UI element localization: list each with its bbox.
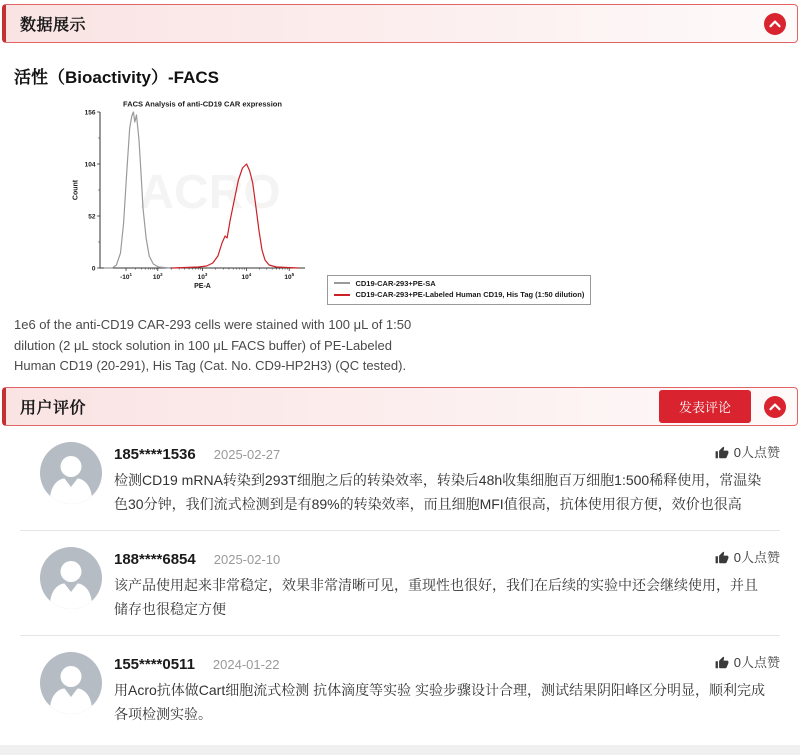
chevron-up-icon xyxy=(764,396,786,418)
chart-description: 1e6 of the anti-CD19 CAR-293 cells were stained with 100 μL of 1:50 dilution (2 μL stock solution in 100 μL FACS buffer) of PE-Labeled Human CD19 (20-291), His Tag (Cat. No. CD9-HP2H3) (QC tested). xyxy=(14,316,412,374)
page-background-strip xyxy=(0,745,800,755)
facs-legend xyxy=(327,275,591,305)
svg-text:Count: Count xyxy=(72,179,80,201)
like-button[interactable] xyxy=(715,442,780,461)
user-avatar xyxy=(40,547,102,609)
facs-plot xyxy=(70,98,310,296)
review-date: 2025-02-10 xyxy=(213,551,281,567)
svg-text:102: $10^2$ xyxy=(152,272,163,281)
like-button[interactable] xyxy=(715,652,780,671)
legend-label: CD19-CAR-293+PE-SA xyxy=(355,278,436,288)
svg-text:104: 104 xyxy=(84,161,96,169)
collapse-section-button[interactable] xyxy=(763,12,787,36)
user-avatar xyxy=(40,442,102,504)
review-username: 185****1536 xyxy=(114,445,196,463)
legend-line-marker xyxy=(334,282,350,284)
svg-text:0: 0 xyxy=(91,265,96,273)
data-display-title: 数据展示 xyxy=(20,17,87,34)
review-text: 该产品使用起来非常稳定，效果非常清晰可见，重现性也很好，我们在后续的实验中还会继续使用，并且储存也很稳定方便 xyxy=(114,576,758,617)
svg-text:FACS Analysis of anti-CD19 CAR: FACS Analysis of anti-CD19 CAR expression xyxy=(123,99,282,109)
svg-text:52: 52 xyxy=(88,213,96,221)
review-body xyxy=(114,547,780,621)
chevron-up-icon xyxy=(764,13,786,35)
svg-text:103: $10^3$ xyxy=(197,272,208,281)
review-date: 2024-01-22 xyxy=(212,656,280,672)
legend-entry xyxy=(334,278,584,290)
bioactivity-heading: 活性（Bioactivity）-FACS xyxy=(14,68,219,87)
person-icon xyxy=(40,652,102,714)
like-count: 0人点赞 xyxy=(733,655,780,671)
svg-text:-101: $-10^1$ xyxy=(120,272,132,281)
post-comment-button[interactable]: 发表评论 xyxy=(659,390,751,423)
facs-chart xyxy=(70,98,800,305)
legend-entry xyxy=(334,289,584,301)
review-item xyxy=(0,636,800,740)
review-body xyxy=(114,442,780,516)
thumb-up-icon xyxy=(715,446,729,460)
person-icon xyxy=(40,442,102,504)
data-display-header xyxy=(2,4,798,43)
review-item xyxy=(0,426,800,530)
person-icon xyxy=(40,547,102,609)
like-count: 0人点赞 xyxy=(733,445,780,461)
svg-text:105: $10^5$ xyxy=(284,272,295,281)
review-text: 用Acro抗体做Cart细胞流式检测 抗体滴度等实验 实验步骤设计合理，测试结果阴阳峰区分明显，顺利完成各项检测实验。 xyxy=(114,681,766,722)
svg-text:104: $10^4$ xyxy=(241,272,252,281)
thumb-up-icon xyxy=(715,656,729,670)
review-username: 188****6854 xyxy=(114,550,196,568)
review-body xyxy=(114,652,780,726)
svg-text:156: 156 xyxy=(84,109,96,117)
like-button[interactable] xyxy=(715,547,780,566)
user-avatar xyxy=(40,652,102,714)
legend-line-marker xyxy=(334,294,350,296)
review-item xyxy=(0,531,800,635)
legend-label: CD19-CAR-293+PE-Labeled Human CD19, His Tag (1:50 dilution) xyxy=(355,290,585,300)
review-text: 检测CD19 mRNA转染到293T细胞之后的转染效率，转染后48h收集细胞百万细胞1:500稀释使用，常温染色30分钟，我们流式检测到是有89%的转染效率，而且细胞MFI值很高，抗体使用很方便，效价也很高 xyxy=(114,471,762,512)
svg-text:PE-A: PE-A xyxy=(194,283,211,290)
collapse-section-button[interactable] xyxy=(763,395,787,419)
svg-text:ACRO: ACRO xyxy=(139,166,281,219)
reviews-header xyxy=(2,387,798,426)
like-count: 0人点赞 xyxy=(733,550,780,566)
reviews-title: 用户评价 xyxy=(20,400,87,418)
thumb-up-icon xyxy=(715,551,729,565)
review-date: 2025-02-27 xyxy=(213,446,281,462)
review-username: 155****0511 xyxy=(114,655,195,673)
